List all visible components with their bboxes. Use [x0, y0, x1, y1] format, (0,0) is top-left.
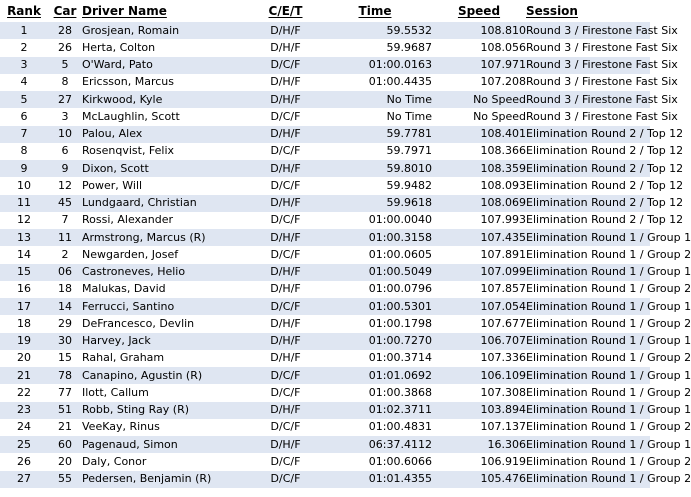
table-row: [0, 367, 650, 384]
rank-cell: 7: [0, 126, 48, 143]
car-number-cell: 6: [48, 143, 82, 160]
rank-cell: 13: [0, 229, 48, 246]
driver-name-cell: Harvey, Jack: [82, 333, 253, 350]
speed-cell: 16.306: [432, 436, 526, 453]
speed-cell: 107.336: [432, 350, 526, 367]
time-cell: 59.9687: [318, 39, 432, 56]
time-cell: 01:00.3714: [318, 350, 432, 367]
cet-cell: D/C/F: [253, 298, 318, 315]
time-cell: No Time: [318, 91, 432, 108]
session-cell: Elimination Round 2 / Top 12: [526, 160, 650, 177]
car-number-cell: 2: [48, 246, 82, 263]
speed-cell: 107.677: [432, 315, 526, 332]
session-cell: Elimination Round 1 / Group 2: [526, 384, 650, 401]
speed-cell: 108.401: [432, 126, 526, 143]
header-time: Time: [318, 0, 432, 22]
session-cell: Elimination Round 2 / Top 12: [526, 195, 650, 212]
time-cell: 01:01.0692: [318, 367, 432, 384]
cet-cell: D/H/F: [253, 402, 318, 419]
session-cell: Elimination Round 1 / Group 2: [526, 350, 650, 367]
time-cell: 01:00.1798: [318, 315, 432, 332]
speed-cell: 106.919: [432, 453, 526, 470]
speed-cell: 106.109: [432, 367, 526, 384]
table-row: [0, 177, 650, 194]
car-number-cell: 7: [48, 212, 82, 229]
driver-name-cell: Malukas, David: [82, 281, 253, 298]
time-cell: 01:02.3711: [318, 402, 432, 419]
cet-cell: D/H/F: [253, 22, 318, 39]
speed-cell: 107.137: [432, 419, 526, 436]
driver-name-cell: Newgarden, Josef: [82, 246, 253, 263]
session-cell: Elimination Round 1 / Group 1: [526, 229, 650, 246]
session-cell: Elimination Round 2 / Top 12: [526, 212, 650, 229]
rank-cell: 21: [0, 367, 48, 384]
session-cell: Elimination Round 2 / Top 12: [526, 177, 650, 194]
car-number-cell: 27: [48, 91, 82, 108]
session-cell: Round 3 / Firestone Fast Six: [526, 108, 650, 125]
speed-cell: 107.435: [432, 229, 526, 246]
car-number-cell: 60: [48, 436, 82, 453]
time-cell: 01:00.7270: [318, 333, 432, 350]
rank-cell: 15: [0, 264, 48, 281]
driver-name-cell: McLaughlin, Scott: [82, 108, 253, 125]
table-row: [0, 315, 650, 332]
cet-cell: D/C/F: [253, 246, 318, 263]
time-cell: 59.9618: [318, 195, 432, 212]
car-number-cell: 28: [48, 22, 82, 39]
car-number-cell: 55: [48, 471, 82, 488]
driver-name-cell: Power, Will: [82, 177, 253, 194]
cet-cell: D/H/F: [253, 74, 318, 91]
session-cell: Elimination Round 1 / Group 1: [526, 402, 650, 419]
cet-cell: D/C/F: [253, 419, 318, 436]
table-row: [0, 74, 650, 91]
speed-cell: 108.366: [432, 143, 526, 160]
table-row: [0, 384, 650, 401]
session-cell: Round 3 / Firestone Fast Six: [526, 91, 650, 108]
table-row: [0, 436, 650, 453]
time-cell: 06:37.4112: [318, 436, 432, 453]
driver-name-cell: Pagenaud, Simon: [82, 436, 253, 453]
time-cell: 59.7971: [318, 143, 432, 160]
session-cell: Elimination Round 1 / Group 1: [526, 367, 650, 384]
cet-cell: D/H/F: [253, 126, 318, 143]
cet-cell: D/H/F: [253, 350, 318, 367]
cet-cell: D/H/F: [253, 264, 318, 281]
time-cell: 01:00.5301: [318, 298, 432, 315]
speed-cell: 108.810: [432, 22, 526, 39]
time-cell: 59.7781: [318, 126, 432, 143]
car-number-cell: 15: [48, 350, 82, 367]
driver-name-cell: Grosjean, Romain: [82, 22, 253, 39]
table-row: [0, 298, 650, 315]
rank-cell: 1: [0, 22, 48, 39]
car-number-cell: 78: [48, 367, 82, 384]
car-number-cell: 18: [48, 281, 82, 298]
speed-cell: 107.054: [432, 298, 526, 315]
table-row: [0, 281, 650, 298]
table-row: [0, 264, 650, 281]
speed-cell: 108.093: [432, 177, 526, 194]
table-row: [0, 126, 650, 143]
rank-cell: 20: [0, 350, 48, 367]
cet-cell: D/H/F: [253, 281, 318, 298]
speed-cell: No Speed: [432, 108, 526, 125]
table-row: [0, 39, 650, 56]
car-number-cell: 29: [48, 315, 82, 332]
car-number-cell: 21: [48, 419, 82, 436]
rank-cell: 16: [0, 281, 48, 298]
session-cell: Elimination Round 1 / Group 2: [526, 471, 650, 488]
cet-cell: D/H/F: [253, 39, 318, 56]
session-cell: Elimination Round 1 / Group 2: [526, 246, 650, 263]
car-number-cell: 10: [48, 126, 82, 143]
table-row: [0, 57, 650, 74]
speed-cell: 106.707: [432, 333, 526, 350]
time-cell: 01:00.4831: [318, 419, 432, 436]
rank-cell: 23: [0, 402, 48, 419]
rank-cell: 3: [0, 57, 48, 74]
rank-cell: 5: [0, 91, 48, 108]
car-number-cell: 3: [48, 108, 82, 125]
cet-cell: D/C/F: [253, 367, 318, 384]
driver-name-cell: O'Ward, Pato: [82, 57, 253, 74]
session-cell: Elimination Round 2 / Top 12: [526, 143, 650, 160]
table-row: [0, 471, 650, 488]
cet-cell: D/H/F: [253, 160, 318, 177]
speed-cell: 107.993: [432, 212, 526, 229]
session-cell: Elimination Round 1 / Group 2: [526, 281, 650, 298]
time-cell: No Time: [318, 108, 432, 125]
speed-cell: 107.857: [432, 281, 526, 298]
rank-cell: 10: [0, 177, 48, 194]
speed-cell: 107.971: [432, 57, 526, 74]
time-cell: 01:00.3868: [318, 384, 432, 401]
car-number-cell: 26: [48, 39, 82, 56]
rank-cell: 26: [0, 453, 48, 470]
driver-name-cell: Kirkwood, Kyle: [82, 91, 253, 108]
speed-cell: 108.069: [432, 195, 526, 212]
session-cell: Elimination Round 2 / Top 12: [526, 126, 650, 143]
header-rank: Rank: [0, 0, 48, 22]
cet-cell: D/C/F: [253, 212, 318, 229]
table-row: [0, 143, 650, 160]
table-row: [0, 402, 650, 419]
car-number-cell: 8: [48, 74, 82, 91]
car-number-cell: 06: [48, 264, 82, 281]
speed-cell: 107.891: [432, 246, 526, 263]
driver-name-cell: Canapino, Agustin (R): [82, 367, 253, 384]
table-row: [0, 108, 650, 125]
rank-cell: 22: [0, 384, 48, 401]
rank-cell: 24: [0, 419, 48, 436]
rank-cell: 2: [0, 39, 48, 56]
header-speed: Speed: [432, 0, 526, 22]
car-number-cell: 30: [48, 333, 82, 350]
driver-name-cell: Herta, Colton: [82, 39, 253, 56]
car-number-cell: 77: [48, 384, 82, 401]
table-row: [0, 350, 650, 367]
cet-cell: D/H/F: [253, 91, 318, 108]
car-number-cell: 5: [48, 57, 82, 74]
rank-cell: 4: [0, 74, 48, 91]
session-cell: Round 3 / Firestone Fast Six: [526, 39, 650, 56]
rank-cell: 17: [0, 298, 48, 315]
speed-cell: 108.359: [432, 160, 526, 177]
driver-name-cell: Pedersen, Benjamin (R): [82, 471, 253, 488]
time-cell: 01:00.6066: [318, 453, 432, 470]
cet-cell: D/C/F: [253, 57, 318, 74]
driver-name-cell: DeFrancesco, Devlin: [82, 315, 253, 332]
driver-name-cell: Rahal, Graham: [82, 350, 253, 367]
session-cell: Round 3 / Firestone Fast Six: [526, 57, 650, 74]
header-driver-name: Driver Name: [82, 0, 253, 22]
session-cell: Elimination Round 1 / Group 2: [526, 315, 650, 332]
cet-cell: D/H/F: [253, 195, 318, 212]
session-cell: Elimination Round 1 / Group 2: [526, 453, 650, 470]
table-row: [0, 419, 650, 436]
driver-name-cell: Ferrucci, Santino: [82, 298, 253, 315]
driver-name-cell: Rosenqvist, Felix: [82, 143, 253, 160]
car-number-cell: 20: [48, 453, 82, 470]
speed-cell: 107.308: [432, 384, 526, 401]
rank-cell: 25: [0, 436, 48, 453]
driver-name-cell: Daly, Conor: [82, 453, 253, 470]
driver-name-cell: Ericsson, Marcus: [82, 74, 253, 91]
table-row: [0, 195, 650, 212]
time-cell: 01:00.3158: [318, 229, 432, 246]
speed-cell: No Speed: [432, 91, 526, 108]
table-row: [0, 453, 650, 470]
session-cell: Elimination Round 1 / Group 1: [526, 333, 650, 350]
table-row: [0, 212, 650, 229]
rank-cell: 6: [0, 108, 48, 125]
cet-cell: D/C/F: [253, 177, 318, 194]
driver-name-cell: Ilott, Callum: [82, 384, 253, 401]
rank-cell: 18: [0, 315, 48, 332]
driver-name-cell: Armstrong, Marcus (R): [82, 229, 253, 246]
car-number-cell: 12: [48, 177, 82, 194]
driver-name-cell: Lundgaard, Christian: [82, 195, 253, 212]
time-cell: 59.5532: [318, 22, 432, 39]
rank-cell: 12: [0, 212, 48, 229]
driver-name-cell: Palou, Alex: [82, 126, 253, 143]
session-cell: Round 3 / Firestone Fast Six: [526, 74, 650, 91]
header-row: [0, 0, 650, 22]
time-cell: 01:00.0605: [318, 246, 432, 263]
driver-name-cell: Rossi, Alexander: [82, 212, 253, 229]
speed-cell: 107.099: [432, 264, 526, 281]
time-cell: 59.9482: [318, 177, 432, 194]
time-cell: 01:00.0796: [318, 281, 432, 298]
rank-cell: 9: [0, 160, 48, 177]
header-cet: C/E/T: [253, 0, 318, 22]
table-row: [0, 22, 650, 39]
cet-cell: D/H/F: [253, 315, 318, 332]
car-number-cell: 45: [48, 195, 82, 212]
cet-cell: D/C/F: [253, 384, 318, 401]
session-cell: Elimination Round 1 / Group 1: [526, 298, 650, 315]
speed-cell: 108.056: [432, 39, 526, 56]
cet-cell: D/C/F: [253, 143, 318, 160]
time-cell: 01:00.4435: [318, 74, 432, 91]
table-row: [0, 333, 650, 350]
car-number-cell: 11: [48, 229, 82, 246]
car-number-cell: 9: [48, 160, 82, 177]
speed-cell: 103.894: [432, 402, 526, 419]
time-cell: 01:00.0163: [318, 57, 432, 74]
driver-name-cell: Robb, Sting Ray (R): [82, 402, 253, 419]
time-cell: 01:00.5049: [318, 264, 432, 281]
time-cell: 01:01.4355: [318, 471, 432, 488]
table-row: [0, 229, 650, 246]
speed-cell: 105.476: [432, 471, 526, 488]
time-cell: 59.8010: [318, 160, 432, 177]
rank-cell: 14: [0, 246, 48, 263]
table-row: [0, 246, 650, 263]
rank-cell: 11: [0, 195, 48, 212]
cet-cell: D/C/F: [253, 453, 318, 470]
cet-cell: D/H/F: [253, 436, 318, 453]
speed-cell: 107.208: [432, 74, 526, 91]
session-cell: Round 3 / Firestone Fast Six: [526, 22, 650, 39]
cet-cell: D/C/F: [253, 108, 318, 125]
rank-cell: 27: [0, 471, 48, 488]
session-cell: Elimination Round 1 / Group 1: [526, 436, 650, 453]
cet-cell: D/C/F: [253, 471, 318, 488]
cet-cell: D/H/F: [253, 333, 318, 350]
table-row: [0, 91, 650, 108]
session-cell: Elimination Round 1 / Group 2: [526, 419, 650, 436]
time-cell: 01:00.0040: [318, 212, 432, 229]
rank-cell: 8: [0, 143, 48, 160]
driver-name-cell: Castroneves, Helio: [82, 264, 253, 281]
driver-name-cell: VeeKay, Rinus: [82, 419, 253, 436]
car-number-cell: 51: [48, 402, 82, 419]
car-number-cell: 14: [48, 298, 82, 315]
rank-cell: 19: [0, 333, 48, 350]
driver-name-cell: Dixon, Scott: [82, 160, 253, 177]
cet-cell: D/H/F: [253, 229, 318, 246]
table-row: [0, 160, 650, 177]
header-session: Session: [526, 0, 650, 22]
header-car: Car: [48, 0, 82, 22]
session-cell: Elimination Round 1 / Group 1: [526, 264, 650, 281]
